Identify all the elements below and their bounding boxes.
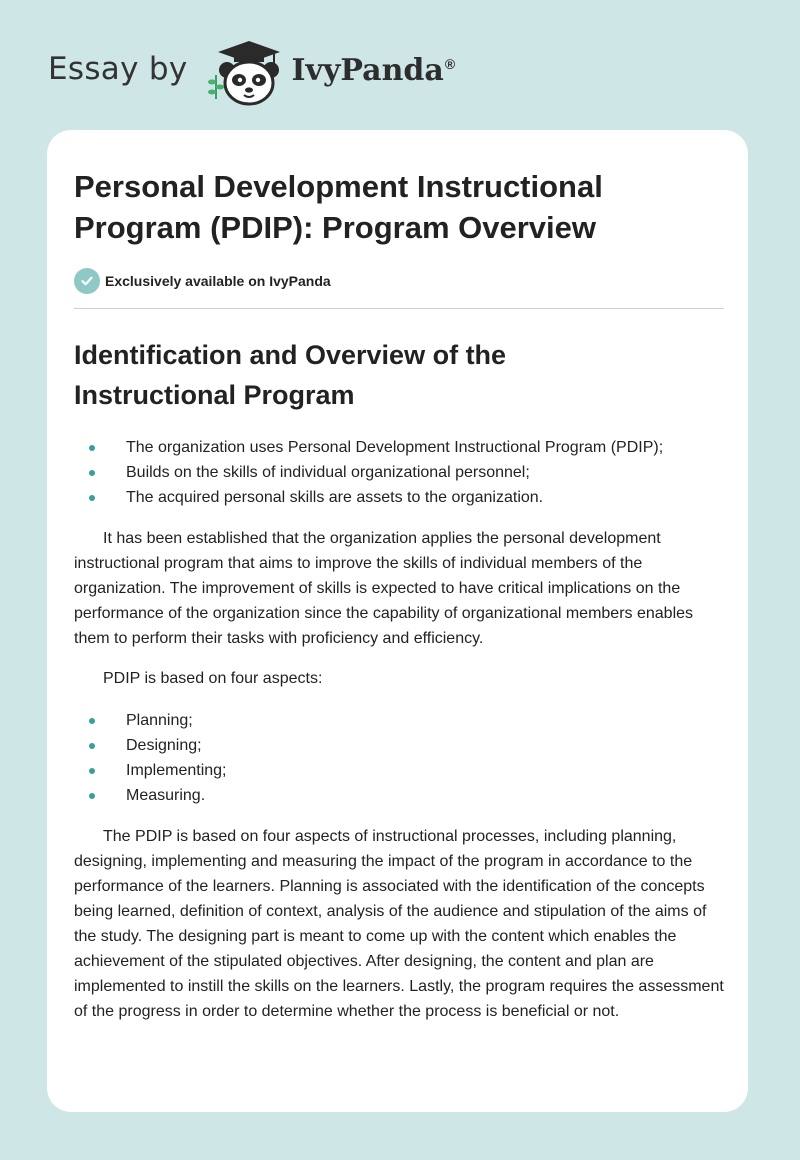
page-title: Personal Development Instructional Program (PDIP): Program Overview: [74, 169, 603, 245]
list-item: Designing;: [74, 733, 724, 758]
bullet-list-aspects: [74, 708, 724, 808]
brand-name: IvyPanda®: [291, 52, 456, 88]
article-content: [74, 130, 724, 1024]
check-icon: [74, 268, 100, 294]
panda-logo-icon: [204, 35, 288, 107]
brand-prefix: Essay by: [48, 51, 188, 87]
list-item: The organization uses Personal Development Instructional Program (PDIP);: [74, 435, 724, 460]
brand-header: [48, 36, 455, 106]
exclusive-badge: Exclusively available on IvyPanda: [74, 268, 724, 294]
paragraph: The PDIP is based on four aspects of instructional processes, including planning, designing, implementing and measuring the impact of the program in accordance to the performance of the learners. Planning is associated with the identification of the concepts being learned, definition of context, analysis of the audience and stipulation of the aims of the study. The designing part is meant to come up with the content which enables the achievement of the stipulated objectives. After designing, the content and plan are implemented to instill the skills on the learners. Lastly, the program requires the assessment of the progress in order to determine whether the process is beneficial or not.: [74, 828, 724, 1020]
section-heading: Identification and Overview of the Instructional Program: [74, 340, 507, 410]
bullet-list-overview: [74, 435, 724, 510]
list-item: Planning;: [74, 708, 724, 733]
paragraph: PDIP is based on four aspects:: [103, 670, 323, 687]
list-item: Measuring.: [74, 783, 724, 808]
list-item: Builds on the skills of individual organizational personnel;: [74, 460, 724, 485]
paragraph: It has been established that the organization applies the personal development instructional program that aims to improve the skills of individual members of the organization. The improvement of skills is expected to have critical implications on the performance of the organization since the capability of organizational members enables them to perform their tasks with proficiency and efficiency.: [74, 530, 694, 647]
list-item: Implementing;: [74, 758, 724, 783]
list-item: The acquired personal skills are assets to the organization.: [74, 485, 724, 510]
article-card: [47, 130, 748, 1112]
divider: [74, 308, 724, 309]
